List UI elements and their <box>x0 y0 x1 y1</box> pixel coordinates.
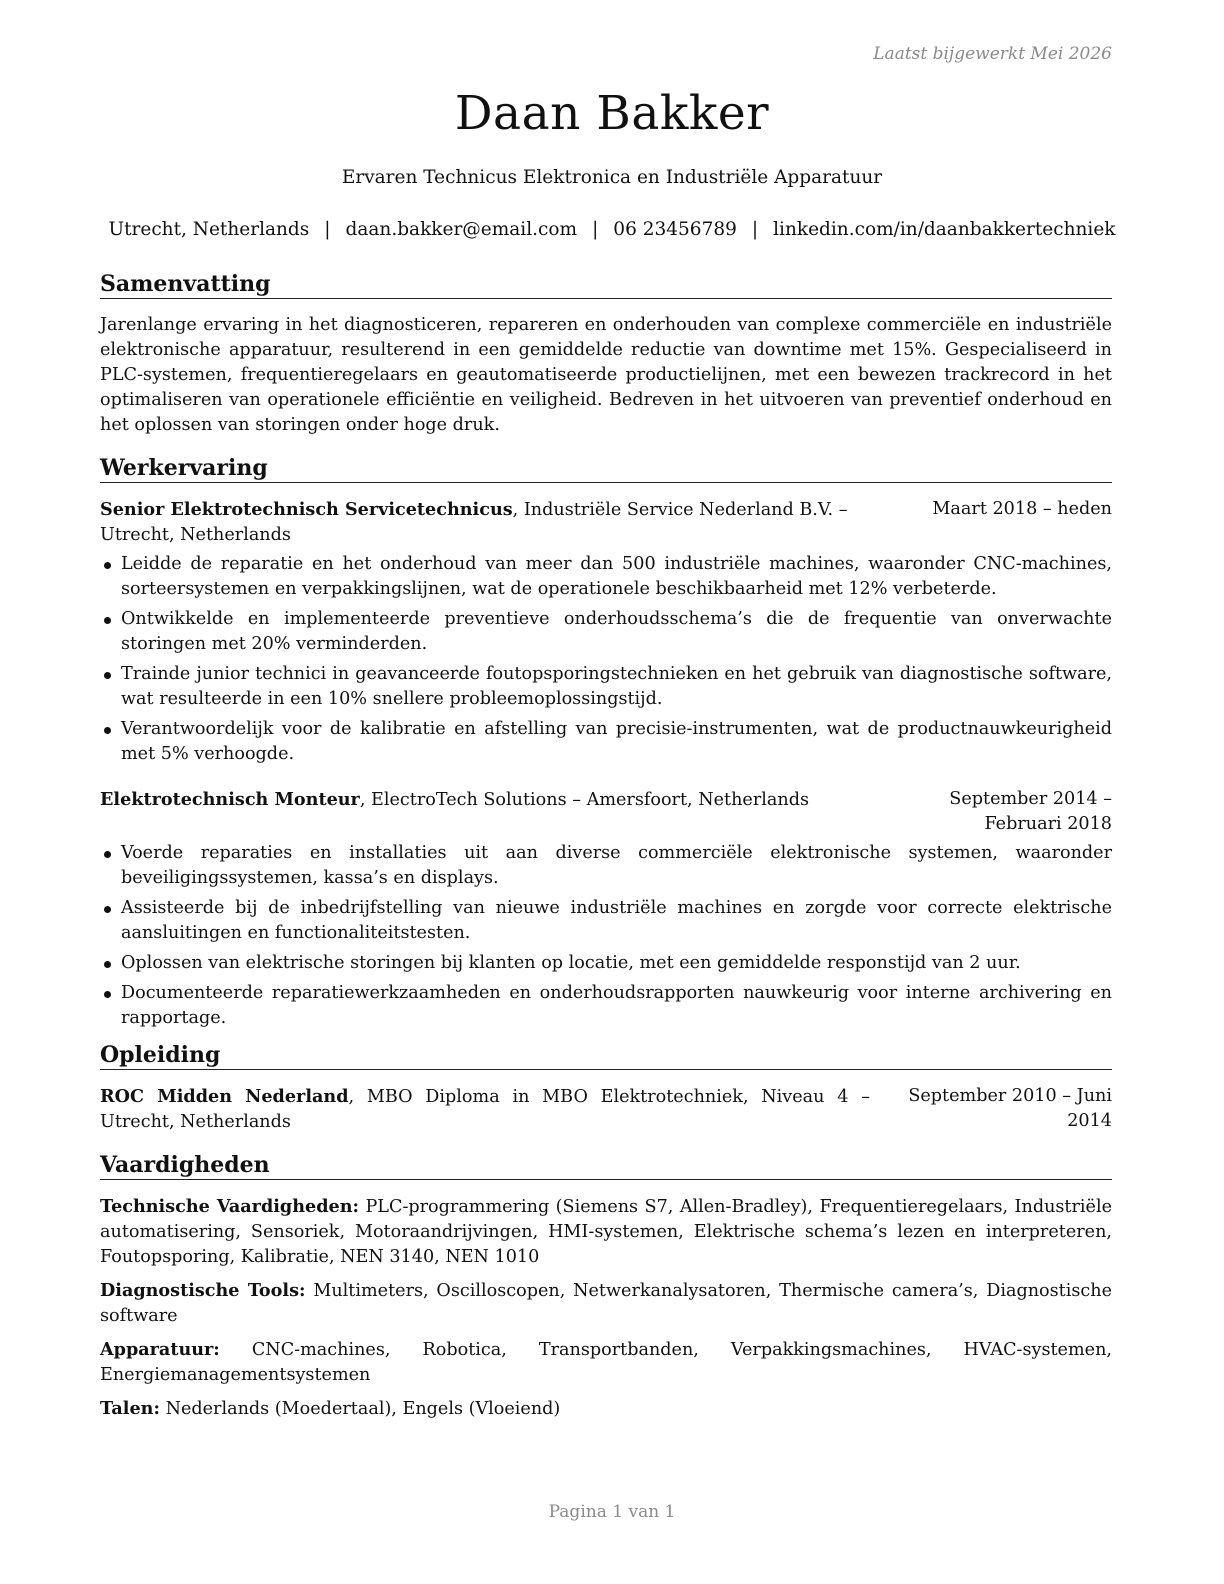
section-title-summary: Samenvatting <box>100 270 1112 299</box>
education-entry <box>100 1084 1112 1135</box>
job-company: , Industriële Service Nederland B.V. – Utrecht, Netherlands <box>100 500 848 545</box>
skill-value: PLC-programmering (Siemens S7, Allen-Bradley), Frequentieregelaars, Industriële automatisering, Sensoriek, Motoraandrijvingen, HMI-systemen, Elektrische schema’s lezen en interpreteren, Foutopsporing, Kalibratie, NEN 3140, NEN 1010 <box>100 1197 1112 1267</box>
skill-row <box>100 1396 1112 1422</box>
contact-separator: | <box>751 219 759 240</box>
job-bullet: Verantwoordelijk voor de kalibratie en afstelling van precisie-instrumenten, wat de productnauwkeurigheid met 5% verhoogde. <box>100 717 1112 767</box>
job-dates: Maart 2018 – heden <box>932 499 1112 519</box>
skill-value: Nederlands (Moedertaal), Engels (Vloeiend) <box>159 1399 561 1419</box>
job-entry <box>100 787 1112 1031</box>
candidate-headline: Ervaren Technicus Elektronica en Industriële Apparatuur <box>341 167 883 188</box>
resume-body <box>100 270 1112 1430</box>
job-bullet: Leidde de reparatie en het onderhoud van meer dan 500 industriële machines, waaronder CNC-machines, sorteersystemen en verpakkingslijnen, wat de operationele beschikbaarheid met 12% verbeterde. <box>100 552 1112 602</box>
job-bullet: Voerde reparaties en installaties uit aan diverse commerciële elektronische systemen, waaronder beveiligingssystemen, kassa’s en displays. <box>100 841 1112 891</box>
contact-line <box>0 219 1224 240</box>
job-bullet: Ontwikkelde en implementeerde preventieve onderhoudsschema’s die de frequentie van onverwachte storingen met 20% verminderden. <box>100 607 1112 657</box>
education-school: ROC Midden Nederland <box>100 1086 349 1107</box>
education-title-line <box>100 1084 870 1135</box>
skill-value: CNC-machines, Robotica, Transportbanden, Verpakkingsmachines, HVAC-systemen, Energiemanagementsystemen <box>100 1340 1112 1385</box>
skill-label: Diagnostische Tools: <box>100 1280 306 1301</box>
job-role: Senior Elektrotechnisch Servicetechnicus <box>100 499 513 520</box>
job-header <box>100 497 1112 548</box>
summary-text: Jarenlange ervaring in het diagnosticeren, repareren en onderhouden van complexe commerciële en industriële elektronische apparatuur, resulterend in een gemiddelde reductie van downtime met 15%. Gespecialiseerd in PLC-systemen, frequentieregelaars en geautomatiseerde productielijnen, met een bewezen trackrecord in het optimaliseren van operationele efficiëntie en veiligheid. Bedreven in het uitvoeren van preventief onderhoud en het oplossen van storingen onder hoge druk. <box>100 315 1112 435</box>
job-bullet: Documenteerde reparatiewerkzaamheden en onderhoudsrapporten nauwkeurig voor interne archivering en rapportage. <box>100 981 1112 1031</box>
job-bullet: Trainde junior technici in geavanceerde foutopsporingstechnieken en het gebruik van diagnostische software, wat resulteerde in een 10% snellere probleemoplossingstijd. <box>100 662 1112 712</box>
job-title-line <box>100 787 852 813</box>
last-updated-note: Laatst bijgewerkt Mei 2026 <box>873 44 1112 64</box>
candidate-name: Daan Bakker <box>454 86 770 141</box>
job-bullets <box>100 552 1112 767</box>
contact-linkedin[interactable]: linkedin.com/in/daanbakkertechniek <box>773 219 1116 240</box>
skill-value: Multimeters, Oscilloscopen, Netwerkanalysatoren, Thermische camera’s, Diagnostische software <box>100 1281 1112 1326</box>
contact-phone: 06 23456789 <box>613 219 737 240</box>
skill-row <box>100 1278 1112 1329</box>
job-header <box>100 787 1112 837</box>
contact-separator: | <box>592 219 599 240</box>
skill-label: Apparatuur: <box>100 1339 220 1360</box>
skill-label: Talen: <box>100 1398 160 1419</box>
skill-label: Technische Vaardigheden: <box>100 1196 359 1217</box>
contact-email[interactable]: daan.bakker@email.com <box>345 219 578 240</box>
section-title-education: Opleiding <box>100 1041 1112 1070</box>
job-role: Elektrotechnisch Monteur <box>100 789 360 810</box>
job-dates: September 2014 – Februari 2018 <box>949 789 1112 834</box>
page-indicator: Pagina 1 van 1 <box>548 1502 676 1522</box>
section-title-experience: Werkervaring <box>100 454 1112 483</box>
job-company: , ElectroTech Solutions – Amersfoort, Netherlands <box>359 790 809 810</box>
job-bullet: Assisteerde bij de inbedrijfstelling van nieuwe industriële machines en zorgde voor correcte elektrische aansluitingen en functionaliteitstesten. <box>100 896 1112 946</box>
job-title-line <box>100 497 890 548</box>
education-dates: September 2010 – Juni 2014 <box>908 1086 1112 1131</box>
section-title-skills: Vaardigheden <box>100 1151 1112 1180</box>
contact-location: Utrecht, Netherlands <box>108 219 310 240</box>
contact-separator: | <box>324 219 331 240</box>
skill-row <box>100 1337 1112 1388</box>
skill-row <box>100 1194 1112 1270</box>
education-detail: , MBO Diploma in MBO Elektrotechniek, Niveau 4 – Utrecht, Netherlands <box>100 1087 870 1132</box>
job-entry <box>100 497 1112 767</box>
job-bullets <box>100 841 1112 1031</box>
job-bullet: Oplossen van elektrische storingen bij klanten op locatie, met een gemiddelde responstijd van 2 uur. <box>100 951 1112 976</box>
